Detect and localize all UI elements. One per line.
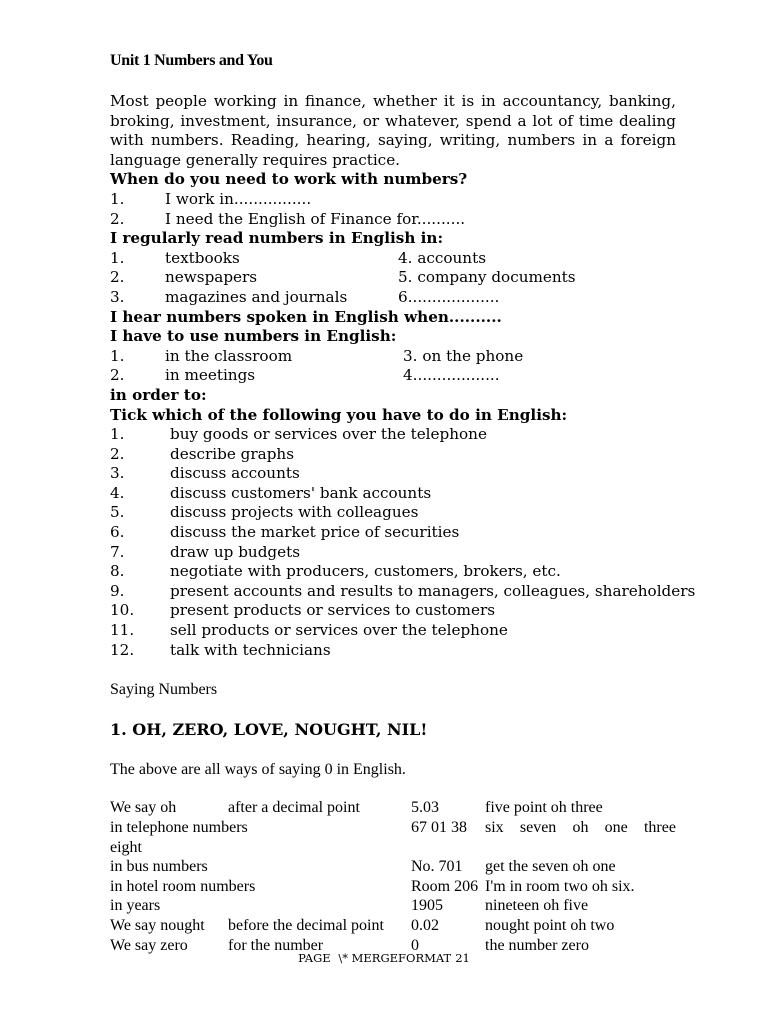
list-item bbox=[110, 464, 676, 484]
list-item bbox=[110, 621, 676, 641]
item-text: talk with technicians bbox=[170, 640, 331, 659]
item-number: 1. bbox=[110, 248, 125, 267]
list-item bbox=[110, 484, 676, 504]
item-text: in the classroom bbox=[165, 346, 293, 365]
item-number: 1. bbox=[110, 189, 125, 208]
table-cell: We say zero bbox=[110, 936, 188, 954]
table-row-wrap bbox=[110, 838, 676, 858]
item-number: 2. bbox=[110, 444, 125, 463]
table-cell: 1905 bbox=[411, 897, 443, 915]
word: six bbox=[485, 819, 504, 836]
item-text: negotiate with producers, customers, brokers, etc. bbox=[170, 562, 561, 581]
list-item bbox=[110, 445, 676, 465]
item-text-right: 6................... bbox=[398, 287, 500, 306]
table-cell bbox=[485, 818, 676, 838]
item-text: I need the English of Finance for.......... bbox=[165, 209, 466, 228]
intro-paragraph: Most people working in finance, whether it is in accountancy, banking, broking, investment, insurance, or whatever, spend a lot of time dealing with numbers. Reading, hearing, saying, writing, numbers in a foreign language generally requires practice. bbox=[110, 92, 676, 169]
footer-page-number: 21 bbox=[455, 951, 470, 965]
question-heading-4: I have to use numbers in English: bbox=[110, 327, 397, 346]
list-item bbox=[110, 288, 676, 308]
item-text: magazines and journals bbox=[165, 287, 348, 306]
list-item bbox=[110, 249, 676, 269]
list-item bbox=[110, 366, 676, 386]
table-cell: in years bbox=[110, 897, 161, 915]
item-number: 5. bbox=[110, 503, 125, 522]
item-text: in meetings bbox=[165, 366, 256, 385]
word: seven bbox=[519, 819, 557, 836]
word: oh bbox=[572, 819, 589, 836]
item-number: 4. bbox=[110, 483, 125, 502]
item-number: 1. bbox=[110, 425, 125, 444]
page-content bbox=[110, 50, 696, 955]
item-number: 7. bbox=[110, 542, 125, 561]
item-number: 9. bbox=[110, 581, 125, 600]
table-row bbox=[110, 896, 676, 916]
list-item bbox=[110, 543, 676, 563]
item-text-right: 4.................. bbox=[403, 366, 500, 385]
item-number: 3. bbox=[110, 464, 125, 483]
item-text: buy goods or services over the telephone bbox=[170, 425, 487, 444]
item-text: textbooks bbox=[165, 248, 240, 267]
unit-title: Unit 1 Numbers and You bbox=[110, 52, 273, 69]
item-text-right: 3. on the phone bbox=[403, 346, 524, 365]
table-cell: 5.03 bbox=[411, 799, 439, 817]
table-cell: We say oh bbox=[110, 799, 177, 817]
list-item bbox=[110, 601, 676, 621]
table-row bbox=[110, 818, 676, 838]
item-text: sell products or services over the telephone bbox=[170, 621, 508, 640]
table-cell: in bus numbers bbox=[110, 858, 208, 876]
item-text: discuss customers' bank accounts bbox=[170, 483, 432, 502]
table-cell: the number zero bbox=[485, 936, 589, 954]
item-number: 2. bbox=[110, 209, 125, 228]
item-number: 11. bbox=[110, 621, 135, 640]
footer-label: PAGE bbox=[298, 951, 331, 965]
table-cell: nineteen oh five bbox=[485, 897, 589, 915]
table-cell: after a decimal point bbox=[228, 799, 360, 817]
section-heading: 1. OH, ZERO, LOVE, NOUGHT, NIL! bbox=[110, 719, 428, 739]
table-cell: in telephone numbers bbox=[110, 819, 248, 836]
list-item bbox=[110, 425, 676, 445]
word: three bbox=[643, 819, 676, 836]
table-cell: in hotel room numbers bbox=[110, 877, 256, 895]
item-text: present products or services to customers bbox=[170, 601, 495, 620]
list-item bbox=[110, 347, 676, 367]
item-text: draw up budgets bbox=[170, 542, 301, 561]
question-heading-6: Tick which of the following you have to do in English: bbox=[110, 405, 568, 424]
item-number: 3. bbox=[110, 287, 125, 306]
list-item bbox=[110, 523, 676, 543]
item-text: I work in................ bbox=[165, 189, 312, 208]
item-text-right: 5. company documents bbox=[398, 268, 576, 287]
table-cell: for the number bbox=[228, 936, 324, 954]
list-item bbox=[110, 210, 676, 230]
footer-field-code: \* MERGEFORMAT bbox=[338, 951, 452, 965]
list-item bbox=[110, 562, 676, 582]
table-row bbox=[110, 798, 676, 818]
table-cell: five point oh three bbox=[485, 799, 603, 817]
table-row bbox=[110, 916, 676, 936]
list-item bbox=[110, 268, 676, 288]
table-cell: 67 01 38 bbox=[411, 819, 467, 836]
item-number: 12. bbox=[110, 640, 135, 659]
table-cell: I'm in room two oh six. bbox=[485, 877, 635, 895]
list-item bbox=[110, 190, 676, 210]
table-cell: before the decimal point bbox=[228, 916, 384, 934]
item-text-right: 4. accounts bbox=[398, 248, 486, 267]
table-cell: get the seven oh one bbox=[485, 858, 616, 876]
item-number: 6. bbox=[110, 523, 125, 542]
item-text: discuss the market price of securities bbox=[170, 523, 460, 542]
page-footer bbox=[0, 951, 768, 965]
tick-list bbox=[110, 425, 696, 660]
item-number: 2. bbox=[110, 366, 125, 385]
table-cell: 0 bbox=[411, 936, 419, 954]
table-cell: We say nought bbox=[110, 916, 205, 934]
item-text: discuss projects with colleagues bbox=[170, 503, 419, 522]
item-text: describe graphs bbox=[170, 444, 294, 463]
section-intro: The above are all ways of saying 0 in English. bbox=[110, 760, 406, 778]
table-cell: eight bbox=[110, 838, 142, 856]
item-text: present accounts and results to managers, colleagues, shareholders bbox=[170, 581, 696, 600]
zero-usage-table bbox=[110, 798, 676, 955]
word: one bbox=[604, 819, 628, 836]
item-number: 2. bbox=[110, 268, 125, 287]
list-item bbox=[110, 503, 676, 523]
question-heading-5: in order to: bbox=[110, 385, 207, 404]
item-number: 1. bbox=[110, 346, 125, 365]
item-number: 8. bbox=[110, 562, 125, 581]
table-row bbox=[110, 877, 676, 897]
list-item bbox=[110, 641, 676, 661]
item-number: 10. bbox=[110, 601, 135, 620]
question-heading-1: When do you need to work with numbers? bbox=[110, 170, 468, 189]
question-heading-2: I regularly read numbers in English in: bbox=[110, 229, 444, 248]
list-item bbox=[110, 581, 696, 602]
table-cell: 0.02 bbox=[411, 916, 439, 934]
table-cell: Room 206 bbox=[411, 877, 479, 895]
saying-numbers-heading: Saying Numbers bbox=[110, 681, 218, 699]
question-heading-3: I hear numbers spoken in English when.......... bbox=[110, 307, 502, 326]
table-row bbox=[110, 857, 676, 877]
table-cell: nought point oh two bbox=[485, 916, 615, 934]
item-text: discuss accounts bbox=[170, 464, 300, 483]
item-text: newspapers bbox=[165, 268, 258, 287]
table-cell: No. 701 bbox=[411, 858, 463, 876]
